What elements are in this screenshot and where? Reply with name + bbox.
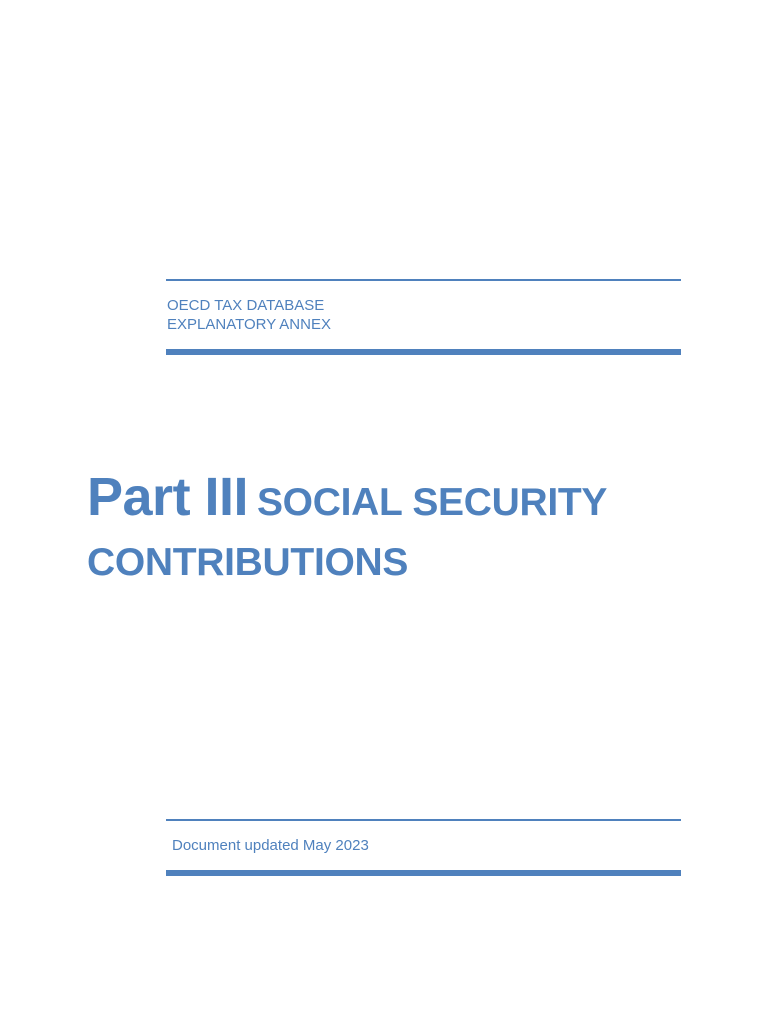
- title-subject-line1: SOCIAL SECURITY: [256, 481, 608, 524]
- series-subtitle: EXPLANATORY ANNEX: [167, 316, 331, 333]
- document-title: [87, 462, 707, 593]
- header-bottom-rule: [166, 349, 681, 355]
- title-subject-line2: CONTRIBUTIONS: [87, 541, 409, 584]
- series-name: OECD TAX DATABASE: [167, 297, 325, 314]
- update-date: Document updated May 2023: [172, 837, 369, 854]
- footer-top-rule: [166, 819, 681, 821]
- footer-bottom-rule: [166, 870, 681, 876]
- header-top-rule: [166, 279, 681, 281]
- part-number: Part III: [87, 467, 249, 527]
